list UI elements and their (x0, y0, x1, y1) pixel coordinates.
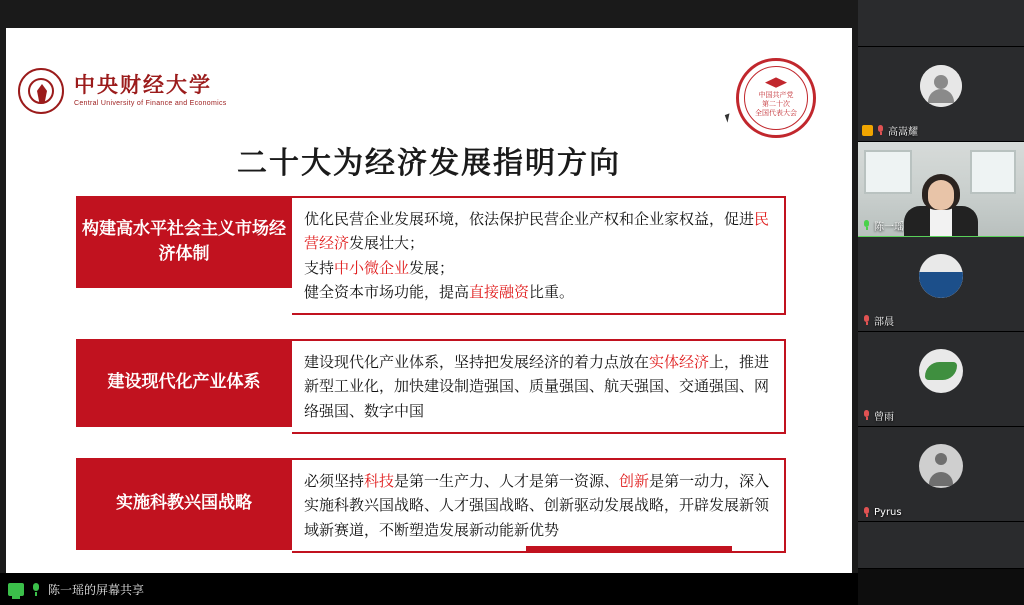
participant-name: 曾雨 (874, 412, 894, 423)
row-body: 建设现代化产业体系，坚持把发展经济的着力点放在实体经济上，推进新型工业化，加快建设制造强国、质量强国、航天强国、交通强国、网络强国、数字中国 (292, 339, 786, 434)
avatar (919, 254, 963, 298)
row-body: 必须坚持科技是第一生产力、人才是第一资源、创新是第一动力，深入实施科教兴国战略、人才强国战略、创新驱动发展战略，开辟发展新领域新赛道，不断塑造发展新动能新优势 (292, 458, 786, 553)
row-label: 构建高水平社会主义市场经济体制 (76, 196, 292, 288)
avatar (919, 444, 963, 488)
badge-line-3: 全国代表大会 (755, 109, 797, 117)
university-name-en: Central University of Finance and Economics (74, 100, 227, 108)
participant-name: 部晨 (874, 317, 894, 328)
row-body: 优化民营企业发展环境，依法保护民营企业产权和企业家权益，促进民营经济发展壮大； 支持中小微企业发展； 健全资本市场功能，提高直接融资比重。 (292, 196, 786, 315)
university-name-cn: 中央财经大学 (74, 73, 212, 98)
slide-title: 二十大为经济发展指明方向 (237, 146, 621, 181)
presentation-slide (6, 28, 852, 573)
host-badge-icon (862, 125, 873, 136)
participant-name-row (862, 123, 918, 138)
screen-share-icon (8, 583, 24, 596)
content-row (76, 196, 786, 315)
participant-name-row (862, 218, 904, 233)
mic-muted-icon (862, 315, 871, 326)
badge-line-2: 第二十次 (762, 101, 790, 109)
slide-content-rows (76, 196, 786, 573)
university-seal-icon (18, 68, 64, 114)
participant-name-row (862, 408, 894, 423)
screen-share-label: 陈一瑶的屏幕共享 (48, 582, 145, 597)
mouse-cursor-icon (726, 114, 734, 126)
participant-name-row (862, 313, 894, 328)
participant-tile-pyrus[interactable] (858, 427, 1024, 522)
participant-name-row (862, 507, 902, 518)
content-row (76, 339, 786, 434)
mic-muted-icon (876, 125, 885, 136)
participant-tile-buchen[interactable] (858, 237, 1024, 332)
mic-active-icon (862, 220, 871, 231)
mic-muted-icon (862, 507, 871, 518)
badge-line-1: 中国共产党 (758, 92, 794, 100)
participant-name: 陈一瑶 (874, 222, 904, 233)
avatar (919, 349, 963, 393)
participant-name: 高嵩耀 (888, 127, 918, 138)
row-label: 建设现代化产业体系 (76, 339, 292, 427)
participant-tile-zengyu[interactable] (858, 332, 1024, 427)
strip-top-spacer (858, 0, 1024, 47)
badge-emblem-icon (765, 77, 787, 90)
strip-empty-tile (858, 522, 1024, 569)
university-logo (18, 68, 227, 114)
participant-strip[interactable] (858, 0, 1024, 605)
row-label: 实施科教兴国战略 (76, 458, 292, 550)
avatar (920, 65, 962, 107)
congress-badge-icon (736, 58, 816, 138)
screen-share-status-bar[interactable] (0, 573, 858, 605)
participant-name: Pyrus (874, 507, 902, 518)
mic-muted-icon (862, 410, 871, 421)
content-row (76, 458, 786, 553)
strip-bottom-area (858, 573, 1024, 605)
participant-tile-chenyiyao[interactable] (858, 142, 1024, 237)
participant-tile-gaosongyao[interactable] (858, 47, 1024, 142)
microphone-icon (30, 582, 42, 597)
slide-bottom-accent-bar (526, 546, 732, 553)
